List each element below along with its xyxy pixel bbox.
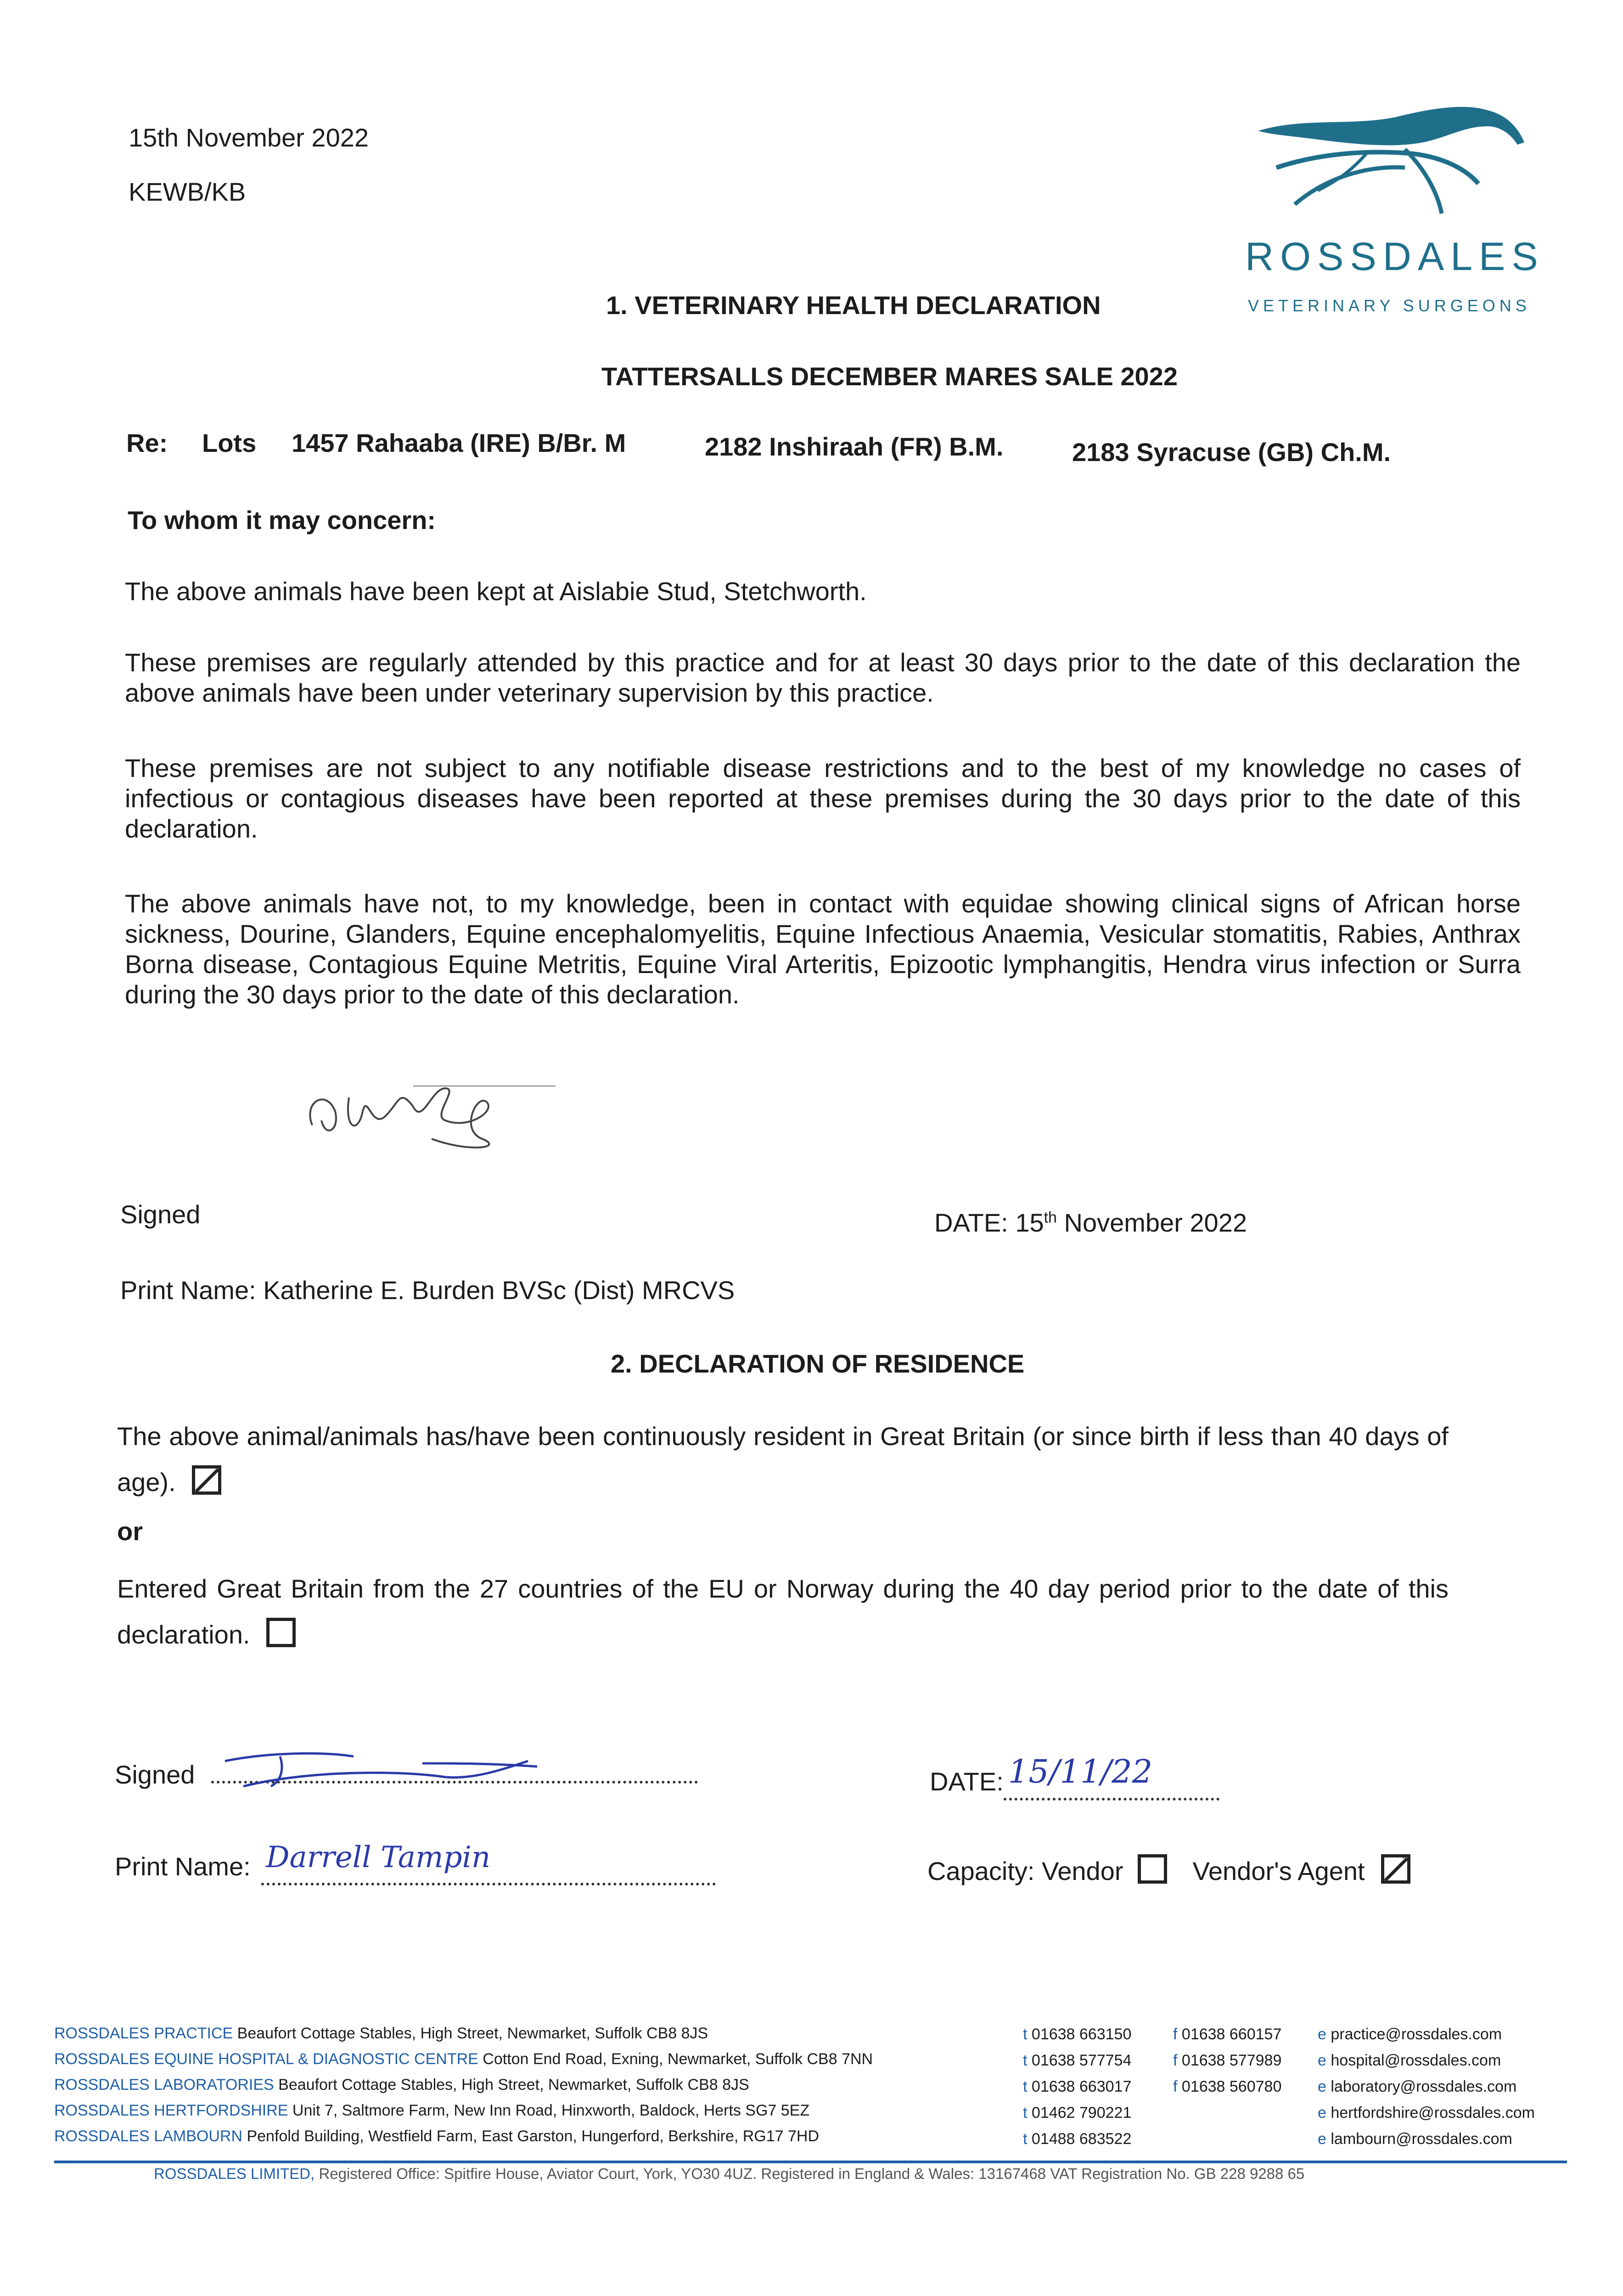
fax-prefix: f <box>1173 2026 1178 2043</box>
signed-label-1: Signed <box>120 1200 201 1229</box>
capacity-vendor-label: Capacity: Vendor <box>927 1857 1123 1885</box>
office-name: ROSSDALES LAMBOURN <box>54 2127 242 2145</box>
paragraph-contact: The above animals have not, to my knowledge, been in contact with equidae showing clinical signs of African horse sickness, Dourine, Glanders, Equine encephalomyelitis, Equine Infectious Anaemia, Vesicular stomatitis, Rabies, Anthrax Borna disease, Contagious Equine Metritis, Equine Viral Arteritis, Epizootic lymphangitis, Hendra virus infection or Surra during the 30 days prior to the date of this declaration. <box>125 889 1521 1009</box>
footer-emails <box>1318 2021 1556 2152</box>
fax-prefix: f <box>1173 2078 1178 2095</box>
or-label: or <box>117 1517 143 1546</box>
office-fax: 01638 577989 <box>1181 2052 1282 2069</box>
declaration-date-1 <box>934 1207 1247 1239</box>
handwritten-date: 15/11/22 <box>1008 1753 1153 1790</box>
vet-signature <box>294 1061 578 1153</box>
office-address: Beaufort Cottage Stables, High Street, Newmarket, Suffolk CB8 8JS <box>278 2076 749 2093</box>
tel-prefix: t <box>1023 2104 1028 2122</box>
residence-option-1-text: The above animal/animals has/have been continuously resident in Great Britain (or since birth if less than 40 days of age). <box>117 1422 1449 1497</box>
footer-offices <box>54 2020 1000 2149</box>
print-name-label-2: Print Name: <box>115 1852 251 1881</box>
letter-reference: KEWB/KB <box>129 177 246 206</box>
office-fax: 01638 660157 <box>1181 2026 1282 2043</box>
residence-option-1 <box>117 1413 1449 1505</box>
footer-office-row <box>54 2046 1000 2072</box>
signed-label-2: Signed <box>115 1760 195 1789</box>
residence-option-1-checkbox[interactable] <box>192 1465 221 1495</box>
check-slash-icon <box>1384 1857 1408 1881</box>
email-prefix: e <box>1318 2078 1326 2095</box>
office-email[interactable]: hertfordshire@rossdales.com <box>1331 2104 1535 2122</box>
lot-2182: 2182 Inshiraah (FR) B.M. <box>705 432 1004 461</box>
logo-tagline: VETERINARY SURGEONS <box>1248 296 1531 315</box>
section1-title: 1. VETERINARY HEALTH DECLARATION <box>606 291 1101 320</box>
date-suffix-1: th <box>1044 1209 1057 1227</box>
office-email[interactable]: practice@rossdales.com <box>1331 2026 1502 2043</box>
footer-office-row <box>54 2123 1000 2149</box>
footer-office-row <box>54 2072 1000 2098</box>
footer-office-row <box>54 2098 1000 2123</box>
footer-faxes <box>1173 2021 1325 2100</box>
tel-prefix: t <box>1023 2052 1028 2069</box>
paragraph-premises: The above animals have been kept at Aislabie Stud, Stetchworth. <box>125 577 867 606</box>
handwritten-print-name: Darrell Tampin <box>266 1840 491 1874</box>
email-prefix: e <box>1318 2104 1326 2122</box>
residence-option-2 <box>117 1566 1449 1658</box>
tel-prefix: t <box>1023 2130 1028 2148</box>
horse-logo-icon <box>1249 99 1543 218</box>
office-email[interactable]: hospital@rossdales.com <box>1331 2052 1501 2069</box>
lot-1457: 1457 Rahaaba (IRE) B/Br. M <box>292 428 626 457</box>
print-name-1: Print Name: Katherine E. Burden BVSc (Dist) MRCVS <box>120 1276 735 1305</box>
registered-company: ROSSDALES LIMITED, <box>154 2165 315 2182</box>
office-name: ROSSDALES LABORATORIES <box>54 2076 274 2093</box>
office-address: Cotton End Road, Exning, Newmarket, Suffolk CB8 7NN <box>483 2050 873 2068</box>
office-email[interactable]: lambourn@rossdales.com <box>1331 2130 1512 2148</box>
salutation: To whom it may concern: <box>128 506 436 535</box>
office-tel: 01638 577754 <box>1031 2052 1132 2069</box>
rossdales-logo <box>1221 99 1543 328</box>
footer-office-row <box>54 2020 1000 2046</box>
registered-details: Registered Office: Spitfire House, Aviator Court, York, YO30 4UZ. Registered in England & Wales: 13167468 VAT Registration No. GB 228 9288 65 <box>319 2165 1305 2182</box>
office-name: ROSSDALES PRACTICE <box>54 2025 233 2042</box>
print-name-field-2[interactable] <box>261 1840 716 1885</box>
section2-title: 2. DECLARATION OF RESIDENCE <box>611 1349 1025 1378</box>
capacity-vendor-checkbox[interactable] <box>1138 1854 1167 1884</box>
tel-prefix: t <box>1023 2078 1028 2095</box>
logo-name: ROSSDALES <box>1245 235 1544 279</box>
office-address: Penfold Building, Westfield Farm, East Garston, Hungerford, Berkshire, RG17 7HD <box>247 2127 820 2145</box>
lots-label: Lots <box>202 428 257 457</box>
registered-office <box>154 2165 1304 2183</box>
date-label-2: DATE: <box>930 1767 1004 1796</box>
office-name: ROSSDALES EQUINE HOSPITAL & DIAGNOSTIC CENTRE <box>54 2050 478 2068</box>
capacity-agent-label: Vendor's Agent <box>1192 1857 1365 1885</box>
email-prefix: e <box>1318 2052 1326 2069</box>
residence-option-2-checkbox[interactable] <box>266 1618 296 1647</box>
residence-option-2-text: Entered Great Britain from the 27 countries of the EU or Norway during the 40 day period prior to the date of this declaration. <box>117 1574 1449 1649</box>
email-prefix: e <box>1318 2026 1326 2043</box>
agent-signature <box>216 1743 565 1793</box>
lot-2183: 2183 Syracuse (GB) Ch.M. <box>1072 438 1391 467</box>
letter-date: 15th November 2022 <box>129 123 369 152</box>
office-tel: 01638 663150 <box>1031 2026 1132 2043</box>
capacity-agent-checkbox[interactable] <box>1381 1854 1410 1884</box>
date-field-2[interactable] <box>1004 1753 1219 1801</box>
re-label: Re: <box>126 428 168 457</box>
email-prefix: e <box>1318 2130 1326 2148</box>
office-email[interactable]: laboratory@rossdales.com <box>1331 2078 1517 2095</box>
date-rest-1: November 2022 <box>1056 1208 1247 1237</box>
check-slash-icon <box>195 1469 219 1492</box>
paragraph-supervision: These premises are regularly attended by this practice and for at least 30 days prior to the date of this declaration the above animals have been under veterinary supervision by this practice. <box>125 648 1521 707</box>
office-address: Beaufort Cottage Stables, High Street, Newmarket, Suffolk CB8 8JS <box>237 2025 708 2042</box>
capacity-line <box>927 1854 1410 1887</box>
date-line-2 <box>930 1753 1219 1801</box>
date-label-1: DATE: 15 <box>934 1208 1044 1237</box>
office-address: Unit 7, Saltmore Farm, New Inn Road, Hinxworth, Baldock, Herts SG7 5EZ <box>292 2102 810 2119</box>
print-name-line-2 <box>115 1840 716 1885</box>
office-tel: 01462 790221 <box>1031 2104 1132 2122</box>
paragraph-disease-restrictions: These premises are not subject to any notifiable disease restrictions and to the best of my knowledge no cases of infectious or contagious diseases have been reported at these premises during the 30 days prior to the date of this declaration. <box>125 754 1521 843</box>
tel-prefix: t <box>1023 2026 1028 2043</box>
office-tel: 01488 683522 <box>1031 2130 1132 2148</box>
office-tel: 01638 663017 <box>1031 2078 1132 2095</box>
office-name: ROSSDALES HERTFORDSHIRE <box>54 2102 288 2119</box>
fax-prefix: f <box>1173 2052 1178 2069</box>
section1-subtitle: TATTERSALLS DECEMBER MARES SALE 2022 <box>601 362 1178 391</box>
footer-telephones <box>1023 2021 1174 2152</box>
office-fax: 01638 560780 <box>1181 2078 1282 2095</box>
footer-divider <box>54 2161 1567 2163</box>
